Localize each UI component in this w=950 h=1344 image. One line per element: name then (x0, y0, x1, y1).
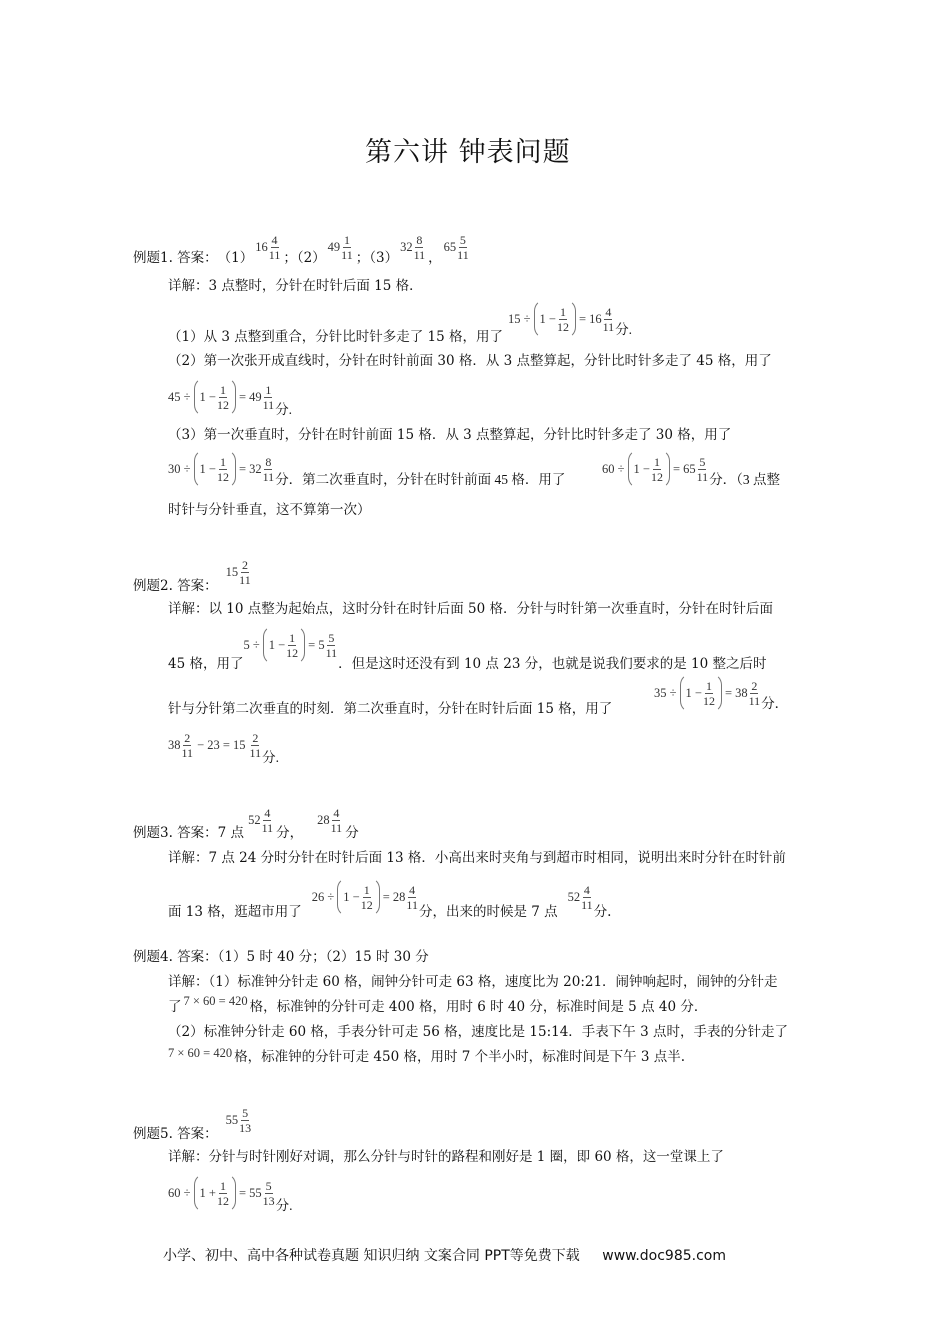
paragraph: （1）从 3 点整到重合，分针比时针多走了 15 格，用了 (168, 329, 504, 345)
formula: 30 ÷ 1 − $\frac{1}{12}$ = 32 $\frac{8}{11}$ 分．第二次垂直时，分针在时针前面 45 格．用了 (168, 448, 565, 490)
paragraph: 针与分针第二次垂直的时刻．第二次垂直时，分针在时针后面 15 格，用了 (168, 701, 613, 717)
paragraph: 时针与分针垂直，这不算第一次） (168, 502, 371, 518)
example-2-answer: 例题2. 答案： 15 $\frac{2}{11}$ (133, 557, 251, 594)
formula: 60 ÷ 1 + $\frac{1}{12}$ = 55 $\frac{5}{13}$ 分. (168, 1170, 293, 1216)
formula: 45 ÷ 1 − $\frac{1}{12}$ = 49 $\frac{1}{11}$ 分. (168, 374, 292, 420)
footer (163, 1245, 726, 1265)
formula: 35 ÷ 1 − $\frac{1}{12}$ = 38 $\frac{2}{11}$ 分． (654, 672, 788, 714)
answer-fraction: 32 $\frac{8}{11}$ (400, 232, 426, 262)
paragraph: 详解：（1）标准钟分针走 60 格，闹钟分针可走 63 格，速度比为 20:21．闹钟响起时，闹钟的分针走 (168, 974, 778, 990)
example-4-label: 例题4. 答案：（1）5 时 40 分；（2）15 时 30 分 (133, 949, 429, 965)
paragraph: 详解：以 10 点整为起始点，这时分针在时针后面 50 格．分针与时针第一次垂直时，分针在时针后面 (168, 601, 774, 617)
paragraph: （2）标准钟分针走 60 格，手表分针可走 56 格，速度比是 15:14．手表下午 3 点时，手表的分针走了 (168, 1024, 788, 1040)
example-2-label: 例题2. 答案： (133, 578, 218, 594)
formula: 38 $\frac{2}{11}$ − 23 = 15 $\frac{2}{11}$ 分. (168, 730, 279, 765)
footer-link[interactable]: www.doc985.com (602, 1248, 726, 1264)
example-1-label: 例题1. 答案： (133, 250, 218, 266)
paragraph: 详解：分针与时针刚好对调，那么分针与时针的路程和刚好是 1 圈，即 60 格，这一堂课上了 (168, 1149, 724, 1165)
paragraph: （2）第一次张开成直线时，分针在时针前面 30 格．从 3 点整算起，分针比时针多走了 45 格，用了 (168, 353, 772, 369)
formula: 15 ÷ 1 − $\frac{1}{12}$ = 16 $\frac{4}{11}$ 分. (508, 298, 632, 340)
footer-text: 小学、初中、高中各种试卷真题 知识归纳 文案合同 PPT等免费下载 (163, 1248, 580, 1264)
example-5-answer: 例题5. 答案： 55 $\frac{5}{13}$ (133, 1105, 252, 1142)
answer-fraction: 65 $\frac{5}{11}$ (443, 232, 469, 262)
paragraph: 详解：7 点 24 分时分针在时针后面 13 格．小高出来时夹角与到超市时相同，说明出来时分针在时针前 (168, 850, 786, 866)
paragraph: 面 13 格，逛超市用了 26 ÷ 1 − $\frac{1}{12}$ = 28 $\frac{4}{11}$ 分，出来的时候是 7 点 52 $\frac{4}{11}$ 分. (168, 872, 611, 922)
example-5-label: 例题5. 答案： (133, 1126, 218, 1142)
example-1-answer: 例题1. 答案： （1） 16 $\frac{4}{11}$ ；（2） 49 $\frac{1}{11}$ ；（3） 32 $\frac{8}{11}$ ， 65 $\frac{5}{11}$ (133, 232, 469, 266)
paragraph: 了 7 × 60 = 420 格，标准钟的分针可走 400 格，用时 6 时 40 分，标准时间是 5 点 40 分． (168, 994, 708, 1015)
example-3-answer: 例题3. 答案：7 点 52 $\frac{4}{11}$ 分， 28 $\frac{4}{11}$ 分 (133, 805, 359, 841)
paragraph: 45 格，用了 5 ÷ 1 − $\frac{1}{12}$ = 5 $\frac{5}{11}$ ．但是这时还没有到 10 点 23 分，也就是说我们要求的是 10 整之后时 (168, 624, 766, 674)
paragraph: 详解：3 点整时，分针在时针后面 15 格． (168, 278, 423, 294)
answer-fraction: 49 $\frac{1}{11}$ (327, 232, 353, 262)
page-title: 第六讲 钟表问题 (365, 137, 571, 168)
formula: 60 ÷ 1 − $\frac{1}{12}$ = 65 $\frac{5}{11}$ 分．（3 点整 (602, 448, 780, 490)
answer-fraction: 16 $\frac{4}{11}$ (255, 232, 281, 262)
paragraph: （3）第一次垂直时，分针在时针前面 15 格．从 3 点整算起，分针比时针多走了 30 格，用了 (168, 427, 732, 443)
paragraph: 7 × 60 = 420 格，标准钟的分针可走 450 格，用时 7 个半小时，标准时间是下午 3 点半. (168, 1046, 686, 1065)
example-3-label: 例题3. 答案：7 点 (133, 825, 245, 841)
